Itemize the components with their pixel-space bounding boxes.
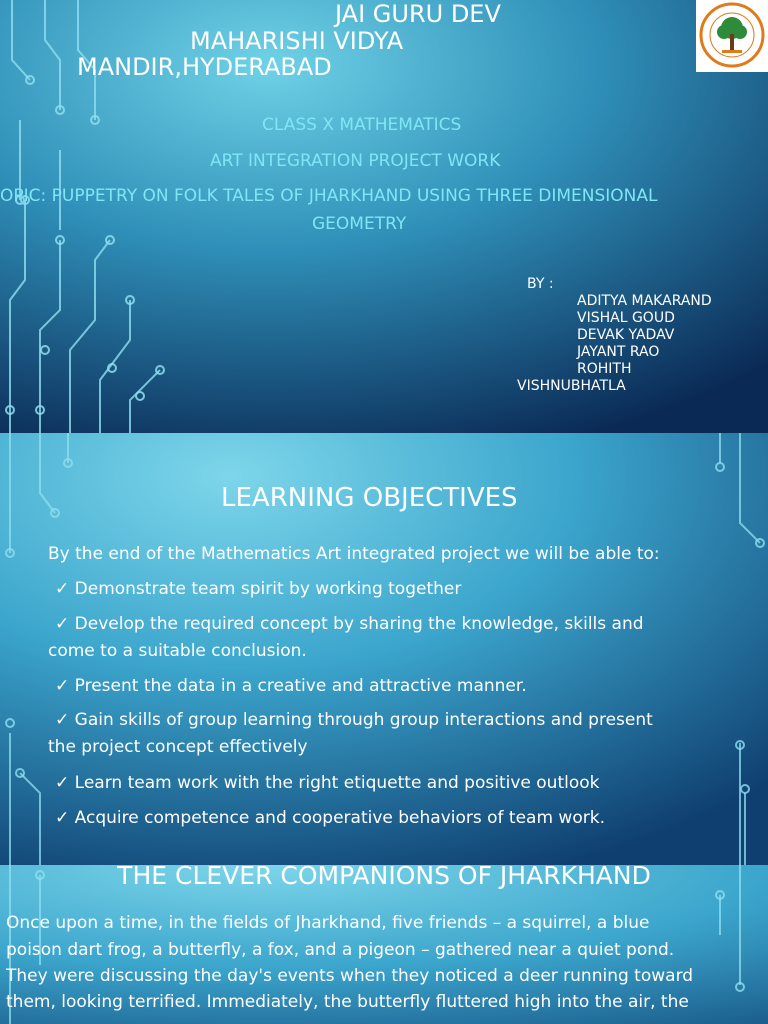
school-name-line2: MANDIR,HYDERABAD [77, 53, 332, 81]
story-text-line: them, looking terrified. Immediately, the butterfly fluttered high into the air, the [6, 992, 689, 1012]
slide-title: THE CLEVER COMPANIONS OF JHARKHAND [117, 865, 651, 890]
school-motto: JAI GURU DEV [335, 0, 501, 28]
by-label: BY : [527, 276, 554, 292]
author-name-continued: VISHNUBHATLA [517, 378, 626, 394]
story-text-line: Once upon a time, in the fields of Jharkhand, five friends – a squirrel, a blue [6, 913, 650, 933]
objectives-slide [0, 433, 768, 865]
objective-item-continued: come to a suitable conclusion. [48, 641, 307, 661]
author-name: ROHITH [577, 361, 632, 377]
slide-title: LEARNING OBJECTIVES [221, 483, 518, 513]
school-logo [696, 0, 768, 72]
objective-item: ✓ Demonstrate team spirit by working together [55, 579, 462, 599]
objective-item: ✓ Acquire competence and cooperative behaviors of team work. [55, 808, 605, 828]
title-slide [0, 0, 768, 433]
class-title: CLASS X MATHEMATICS [262, 115, 462, 135]
objective-item-continued: the project concept effectively [48, 737, 308, 757]
project-title: ART INTEGRATION PROJECT WORK [210, 151, 501, 171]
objectives-intro: By the end of the Mathematics Art integrated project we will be able to: [48, 544, 660, 564]
topic-line2: GEOMETRY [312, 214, 407, 234]
story-text-line: They were discussing the day's events when they noticed a deer running toward [6, 966, 694, 986]
story-text-line: poison dart frog, a butterfly, a fox, and a pigeon – gathered near a quiet pond. [6, 940, 675, 960]
school-emblem-tree-icon [696, 0, 768, 72]
objective-item: ✓ Learn team work with the right etiquette and positive outlook [55, 773, 600, 793]
objective-item: ✓ Present the data in a creative and attractive manner. [55, 676, 527, 696]
author-name: VISHAL GOUD [577, 310, 675, 326]
author-name: JAYANT RAO [577, 344, 660, 360]
author-name: ADITYA MAKARAND [577, 293, 712, 309]
objective-item: ✓ Gain skills of group learning through group interactions and present [55, 710, 653, 730]
story-slide [0, 865, 768, 1024]
objective-item: ✓ Develop the required concept by sharing the knowledge, skills and [55, 614, 644, 634]
author-name: DEVAK YADAV [577, 327, 675, 343]
school-name-line1: MAHARISHI VIDYA [190, 27, 404, 55]
topic-line1: OPIC: PUPPETRY ON FOLK TALES OF JHARKHAND USING THREE DIMENSIONAL [0, 186, 658, 206]
